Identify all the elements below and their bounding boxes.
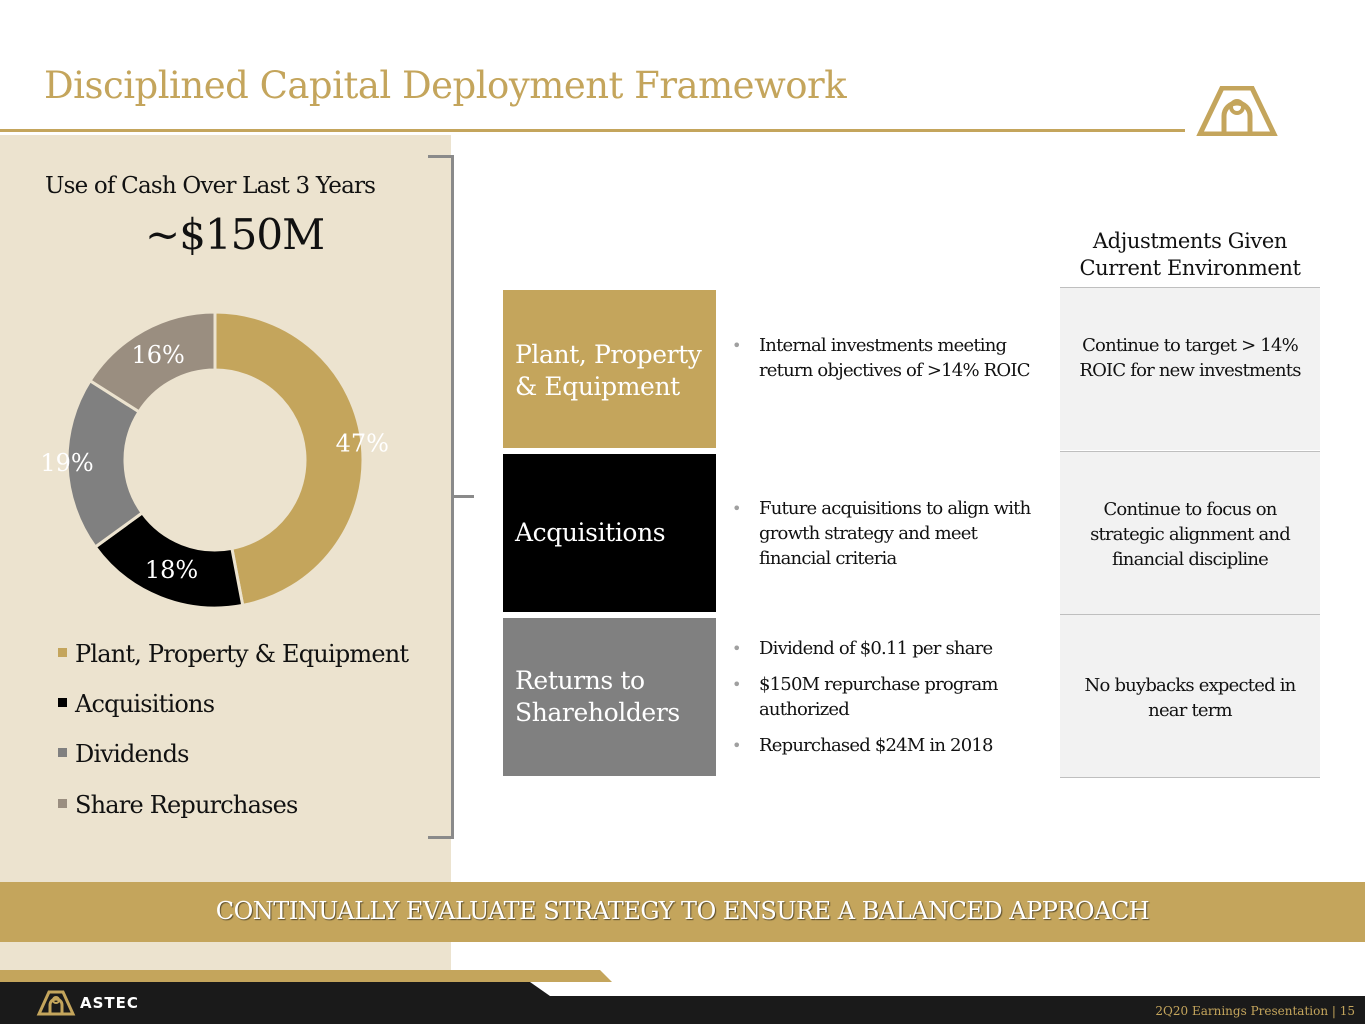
returns-bullets: [730, 636, 1050, 758]
use-of-cash-donut-chart: [40, 290, 390, 630]
category-returns-line1: Returns to: [515, 666, 645, 695]
adjustment-returns: [1060, 614, 1320, 777]
use-of-cash-caption: Use of Cash Over Last 3 Years: [45, 173, 376, 199]
legend-item-acquisitions: [58, 690, 214, 718]
adjustments-header: Adjustments Given Current Environment: [1079, 229, 1301, 280]
grouping-bracket: [428, 155, 454, 839]
legend-item-dividends: [58, 740, 189, 768]
category-acquisitions-box: [503, 454, 716, 612]
legend-swatch: [58, 799, 67, 808]
donut-svg: [40, 290, 390, 630]
adjustment-ppe: [1060, 287, 1320, 450]
legend-swatch: [58, 748, 67, 757]
legend-label: Share Repurchases: [75, 791, 298, 819]
acquisitions-bullets: [730, 496, 1050, 571]
category-ppe-line2: & Equipment: [515, 372, 680, 401]
total-cash-figure: ~$150M: [145, 210, 325, 259]
bracket-connector: [454, 495, 474, 498]
bullet-item: • Repurchased $24M in 2018: [730, 733, 1050, 758]
bullet-item: • $150M repurchase program authorized: [730, 672, 1040, 722]
footer-page-info: 2Q20 Earnings Presentation | 15: [1155, 1004, 1355, 1018]
bullet-item: • Dividend of $0.11 per share: [730, 636, 1050, 661]
legend-label: Plant, Property & Equipment: [75, 640, 409, 668]
donut-label-0: 47%: [335, 429, 389, 458]
legend-label: Dividends: [75, 740, 189, 768]
astec-logo-icon: [1196, 86, 1278, 136]
donut-label-2: 19%: [40, 448, 94, 477]
ppe-bullets: [730, 333, 1050, 383]
title-divider: [0, 129, 1185, 132]
legend-label: Acquisitions: [75, 690, 215, 718]
astec-footer-logo-icon: [36, 990, 76, 1016]
adjustment-acquisitions-text: Continue to focus on strategic alignment and financial discipline: [1090, 499, 1290, 570]
banner-text: CONTINUALLY EVALUATE STRATEGY TO ENSURE A BALANCED APPROACH: [215, 897, 1150, 925]
bullet-item: • Internal investments meeting return objectives of >14% ROIC: [730, 333, 1030, 383]
category-ppe-box: [503, 290, 716, 448]
footer-brand: ASTEC: [80, 994, 139, 1012]
page-title: Disciplined Capital Deployment Framework: [44, 64, 847, 107]
adjustment-returns-text: No buybacks expected in near term: [1084, 675, 1296, 721]
category-returns-line2: Shareholders: [515, 698, 680, 727]
donut-label-1: 18%: [144, 556, 199, 585]
legend-item-share-repurchases: [58, 791, 298, 819]
adjustment-ppe-text: Continue to target > 14% ROIC for new investments: [1079, 335, 1301, 381]
category-acquisitions-label: Acquisitions: [515, 518, 666, 547]
category-returns-box: [503, 618, 716, 776]
category-ppe-line1: Plant, Property: [515, 340, 702, 369]
legend-swatch: [58, 648, 67, 657]
donut-slice-0: [215, 312, 363, 605]
adjustment-acquisitions: [1060, 451, 1320, 614]
donut-label-3: 16%: [131, 341, 185, 370]
adjustments-bottom-rule: [1060, 777, 1320, 778]
legend-swatch: [58, 698, 67, 707]
bullet-item: • Future acquisitions to align with growth strategy and meet financial criteria: [730, 496, 1050, 571]
legend-item-ppe: [58, 640, 408, 668]
